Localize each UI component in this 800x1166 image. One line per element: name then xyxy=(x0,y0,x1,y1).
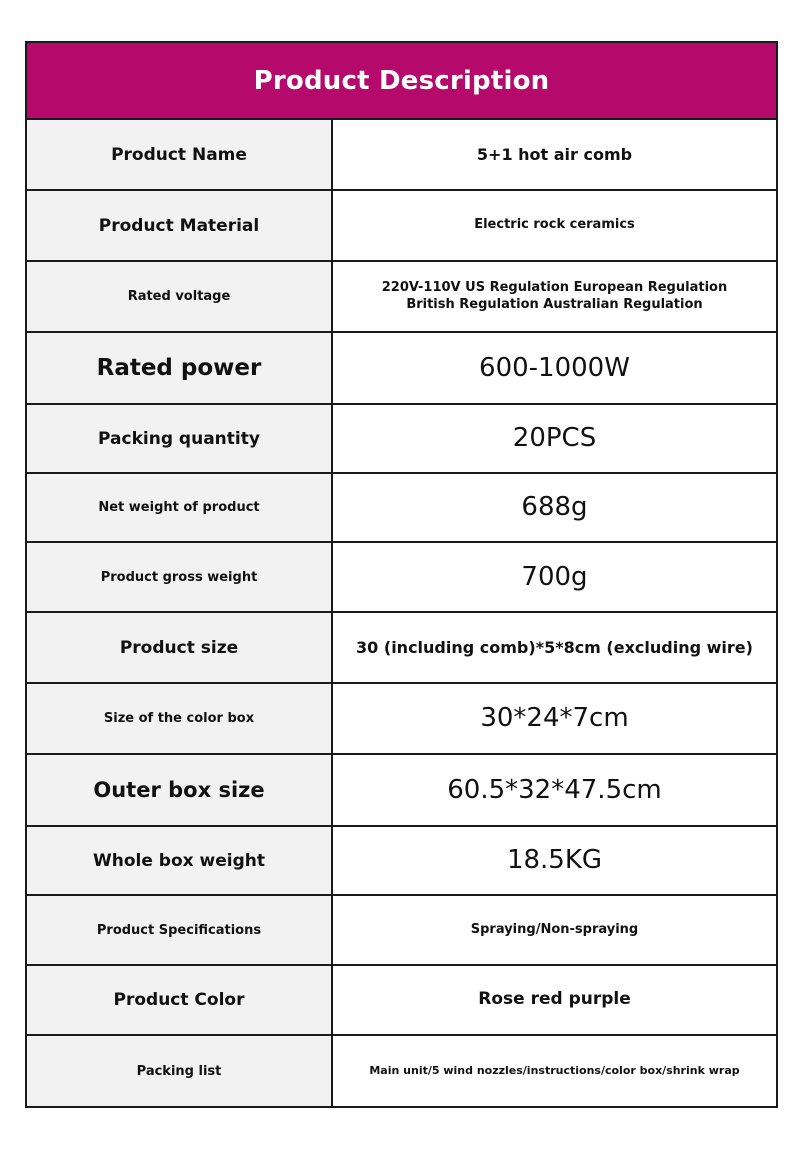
table-title: Product Description xyxy=(253,65,550,96)
row-value: Spraying/Non-spraying xyxy=(470,921,639,937)
row-label: Product Name xyxy=(27,120,333,189)
table-header xyxy=(27,43,776,120)
row-value: 30*24*7cm xyxy=(480,703,629,734)
table-row xyxy=(27,613,776,684)
table-row xyxy=(27,474,776,543)
row-label: Outer box size xyxy=(27,755,333,825)
row-value: 20PCS xyxy=(512,423,597,454)
product-description-table xyxy=(25,41,778,1108)
table-row xyxy=(27,755,776,827)
row-label: Packing quantity xyxy=(27,405,333,472)
row-value: 60.5*32*47.5cm xyxy=(447,774,662,805)
table-row xyxy=(27,827,776,896)
row-value: 5+1 hot air comb xyxy=(476,144,633,164)
row-label: Product size xyxy=(27,613,333,682)
row-label: Net weight of product xyxy=(27,474,333,541)
row-label: Product gross weight xyxy=(27,543,333,611)
table-row xyxy=(27,405,776,474)
table-row xyxy=(27,262,776,333)
table-row xyxy=(27,1036,776,1106)
row-label: Packing list xyxy=(27,1036,333,1106)
table-row xyxy=(27,896,776,966)
row-label: Whole box weight xyxy=(27,827,333,894)
row-value: 600-1000W xyxy=(479,352,630,383)
table-row xyxy=(27,543,776,613)
row-label: Product Material xyxy=(27,191,333,260)
row-value: Main unit/5 wind nozzles/instructions/color box/shrink wrap xyxy=(369,1064,740,1078)
row-value: 220V-110V US Regulation European Regulation British Regulation Australian Regulation xyxy=(381,280,728,312)
row-value: Electric rock ceramics xyxy=(474,217,635,233)
row-value: 30 (including comb)*5*8cm (excluding wire) xyxy=(356,637,753,657)
row-label: Rated voltage xyxy=(27,262,333,331)
row-value: Rose red purple xyxy=(478,989,631,1010)
row-label: Product Color xyxy=(27,966,333,1034)
row-value: 700g xyxy=(521,561,588,592)
table-row xyxy=(27,684,776,755)
row-value: 18.5KG xyxy=(506,845,603,876)
table-row xyxy=(27,333,776,405)
row-label: Size of the color box xyxy=(27,684,333,753)
row-label: Rated power xyxy=(27,333,333,403)
table-row xyxy=(27,120,776,191)
row-label: Product Specifications xyxy=(27,896,333,964)
table-row xyxy=(27,966,776,1036)
row-value: 688g xyxy=(521,492,588,523)
table-row xyxy=(27,191,776,262)
